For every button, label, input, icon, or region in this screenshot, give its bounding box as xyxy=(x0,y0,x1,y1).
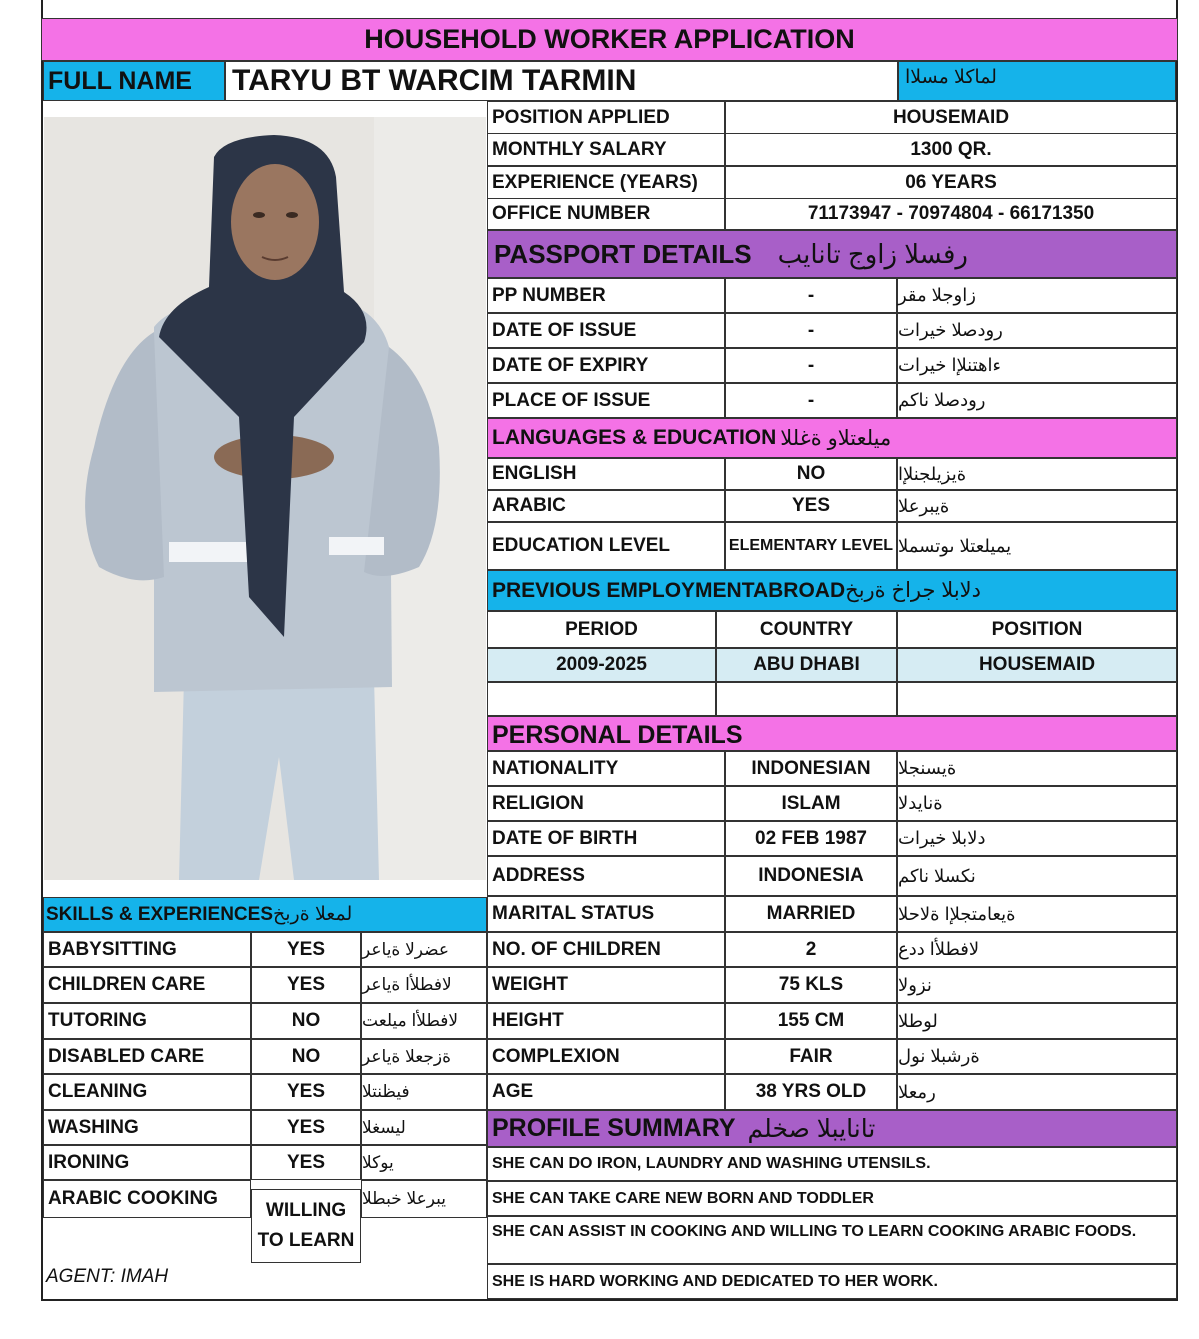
personal-arabic-label: ةيعامتجلإا ةلاحلا xyxy=(897,896,1177,932)
skill-label: WASHING xyxy=(43,1110,251,1145)
personal-label: COMPLEXION xyxy=(487,1039,725,1074)
skill-label: CHILDREN CARE xyxy=(43,967,251,1003)
personal-arabic-label: ةنايدلا xyxy=(897,786,1177,821)
language-label: ENGLISH xyxy=(487,458,725,490)
personal-arabic-label: رمعلا xyxy=(897,1074,1177,1110)
summary-line: SHE CAN ASSIST IN COOKING AND WILLING TO LEARN COOKING ARABIC FOODS. xyxy=(487,1216,1177,1264)
personal-arabic-label: ةيسنجلا xyxy=(897,751,1177,786)
passport-value: - xyxy=(725,278,897,313)
employment-title-arabic: دلابلا جراخ ةربخ xyxy=(845,579,982,602)
full-name-label: FULL NAME xyxy=(43,61,225,101)
personal-label: RELIGION xyxy=(487,786,725,821)
language-value: YES xyxy=(725,490,897,522)
job-value: 1300 QR. xyxy=(725,133,1177,166)
skills-section-header xyxy=(43,897,487,932)
summary-title: PROFILE SUMMARY xyxy=(492,1114,736,1142)
skill-label: DISABLED CARE xyxy=(43,1039,251,1074)
personal-value: 75 KLS xyxy=(725,967,897,1003)
language-arabic-label: ةيزيلجنلإا xyxy=(897,458,1177,490)
language-arabic-label: ةيبرعلا xyxy=(897,490,1177,522)
passport-title: PASSPORT DETAILS xyxy=(494,238,752,269)
passport-label: PP NUMBER xyxy=(487,278,725,313)
summary-line: SHE CAN DO IRON, LAUNDRY AND WASHING UTENSILS. xyxy=(487,1147,1177,1181)
skill-arabic-label: ليسغلا xyxy=(361,1110,487,1145)
personal-label: ADDRESS xyxy=(487,856,725,896)
skill-value: YES xyxy=(251,1145,361,1180)
job-label: OFFICE NUMBER xyxy=(487,198,725,230)
skill-value: YES xyxy=(251,1074,361,1110)
personal-section-header: PERSONAL DETAILS xyxy=(487,716,1177,751)
personal-value: 2 xyxy=(725,932,897,967)
languages-section-header xyxy=(487,418,1177,458)
personal-value: FAIR xyxy=(725,1039,897,1074)
employment-empty-cell xyxy=(487,682,716,716)
passport-label: PLACE OF ISSUE xyxy=(487,383,725,418)
languages-title: LANGUAGES & EDUCATION xyxy=(492,426,777,449)
employment-title: PREVIOUS EMPLOYMENTABROAD xyxy=(492,578,846,602)
passport-section-header xyxy=(487,230,1177,278)
skill-arabic-label: عضرلا ةياعر xyxy=(361,932,487,967)
personal-label: NATIONALITY xyxy=(487,751,725,786)
job-label: MONTHLY SALARY xyxy=(487,133,725,166)
passport-label: DATE OF ISSUE xyxy=(487,313,725,348)
language-label: EDUCATION LEVEL xyxy=(487,522,725,570)
summary-title-arabic: تانايبلا صخلم xyxy=(747,1114,876,1143)
skill-value: YES xyxy=(251,932,361,967)
skill-label: BABYSITTING xyxy=(43,932,251,967)
skills-title-arabic: لمعلا ةربخ xyxy=(273,904,353,925)
skill-arabic-label: لافطلأا ميلعت xyxy=(361,1003,487,1039)
full-name-value: TARYU BT WARCIM TARMIN xyxy=(225,61,898,101)
personal-value: 155 CM xyxy=(725,1003,897,1039)
skill-arabic-label: لافطلأا ةياعر xyxy=(361,967,487,1003)
personal-label: WEIGHT xyxy=(487,967,725,1003)
passport-value: - xyxy=(725,348,897,383)
passport-arabic-label: رودصلا ناكم xyxy=(897,383,1177,418)
personal-value: ISLAM xyxy=(725,786,897,821)
personal-arabic-label: ةرشبلا نول xyxy=(897,1039,1177,1074)
personal-value: INDONESIAN xyxy=(725,751,897,786)
personal-value: 38 YRS OLD xyxy=(725,1074,897,1110)
skill-value: NO xyxy=(251,1039,361,1074)
personal-arabic-label: لوطلا xyxy=(897,1003,1177,1039)
form-title: HOUSEHOLD WORKER APPLICATION xyxy=(41,18,1178,61)
passport-label: DATE OF EXPIRY xyxy=(487,348,725,383)
passport-value: - xyxy=(725,383,897,418)
applicant-photo xyxy=(44,117,486,880)
summary-line: SHE IS HARD WORKING AND DEDICATED TO HER WORK. xyxy=(487,1264,1177,1299)
passport-arabic-label: ءاهتنلإا خيرات xyxy=(897,348,1177,383)
skill-arabic-label: يبرعلا خبطلا xyxy=(361,1180,487,1218)
skills-title: SKILLS & EXPERIENCES xyxy=(46,903,273,925)
employment-header-country: COUNTRY xyxy=(716,611,897,648)
passport-title-arabic: رفسلا زاوج تانايب xyxy=(777,238,968,269)
summary-section-header xyxy=(487,1110,1177,1147)
employment-period: 2009-2025 xyxy=(487,648,716,682)
employment-header-position: POSITION xyxy=(897,611,1177,648)
full-name-arabic-label: لماكلا مسلاا xyxy=(898,61,1176,101)
personal-arabic-label: نكسلا ناكم xyxy=(897,856,1177,896)
personal-label: HEIGHT xyxy=(487,1003,725,1039)
personal-value: 02 FEB 1987 xyxy=(725,821,897,856)
skill-value: NO xyxy=(251,1003,361,1039)
job-value: 71173947 - 70974804 - 66171350 xyxy=(725,198,1177,230)
employment-country: ABU DHABI xyxy=(716,648,897,682)
personal-label: NO. OF CHILDREN xyxy=(487,932,725,967)
summary-line: SHE CAN TAKE CARE NEW BORN AND TODDLER xyxy=(487,1181,1177,1216)
skill-label: TUTORING xyxy=(43,1003,251,1039)
personal-label: MARITAL STATUS xyxy=(487,896,725,932)
personal-arabic-label: نزولا xyxy=(897,967,1177,1003)
personal-value: INDONESIA xyxy=(725,856,897,896)
language-value: ELEMENTARY LEVEL xyxy=(725,522,897,570)
personal-label: DATE OF BIRTH xyxy=(487,821,725,856)
languages-title-arabic: ميلعتلاو ةغللا xyxy=(780,426,892,450)
personal-arabic-label: لافطلأا ددع xyxy=(897,932,1177,967)
employment-position: HOUSEMAID xyxy=(897,648,1177,682)
agent-name: AGENT: IMAH xyxy=(46,1266,169,1287)
skill-value: WILLING TO LEARN xyxy=(251,1189,361,1263)
skill-value: YES xyxy=(251,967,361,1003)
employment-section-header xyxy=(487,570,1177,611)
job-label: EXPERIENCE (YEARS) xyxy=(487,166,725,199)
skill-arabic-label: يوكلا xyxy=(361,1145,487,1180)
employment-empty-cell xyxy=(716,682,897,716)
employment-empty-cell xyxy=(897,682,1177,716)
job-value: HOUSEMAID xyxy=(725,101,1177,134)
skill-value: YES xyxy=(251,1110,361,1145)
personal-label: AGE xyxy=(487,1074,725,1110)
skill-label: ARABIC COOKING xyxy=(43,1180,251,1218)
language-arabic-label: يميلعتلا ىوتسملا xyxy=(897,522,1177,570)
skill-label: CLEANING xyxy=(43,1074,251,1110)
skill-label: IRONING xyxy=(43,1145,251,1180)
language-value: NO xyxy=(725,458,897,490)
job-label: POSITION APPLIED xyxy=(487,101,725,134)
passport-arabic-label: زاوجلا مقر xyxy=(897,278,1177,313)
passport-arabic-label: رودصلا خيرات xyxy=(897,313,1177,348)
passport-value: - xyxy=(725,313,897,348)
personal-value: MARRIED xyxy=(725,896,897,932)
employment-header-period: PERIOD xyxy=(487,611,716,648)
skill-arabic-label: فيظنتلا xyxy=(361,1074,487,1110)
language-label: ARABIC xyxy=(487,490,725,522)
personal-arabic-label: دلابلا خيرات xyxy=(897,821,1177,856)
skill-arabic-label: ةزجعلا ةياعر xyxy=(361,1039,487,1074)
job-value: 06 YEARS xyxy=(725,166,1177,199)
